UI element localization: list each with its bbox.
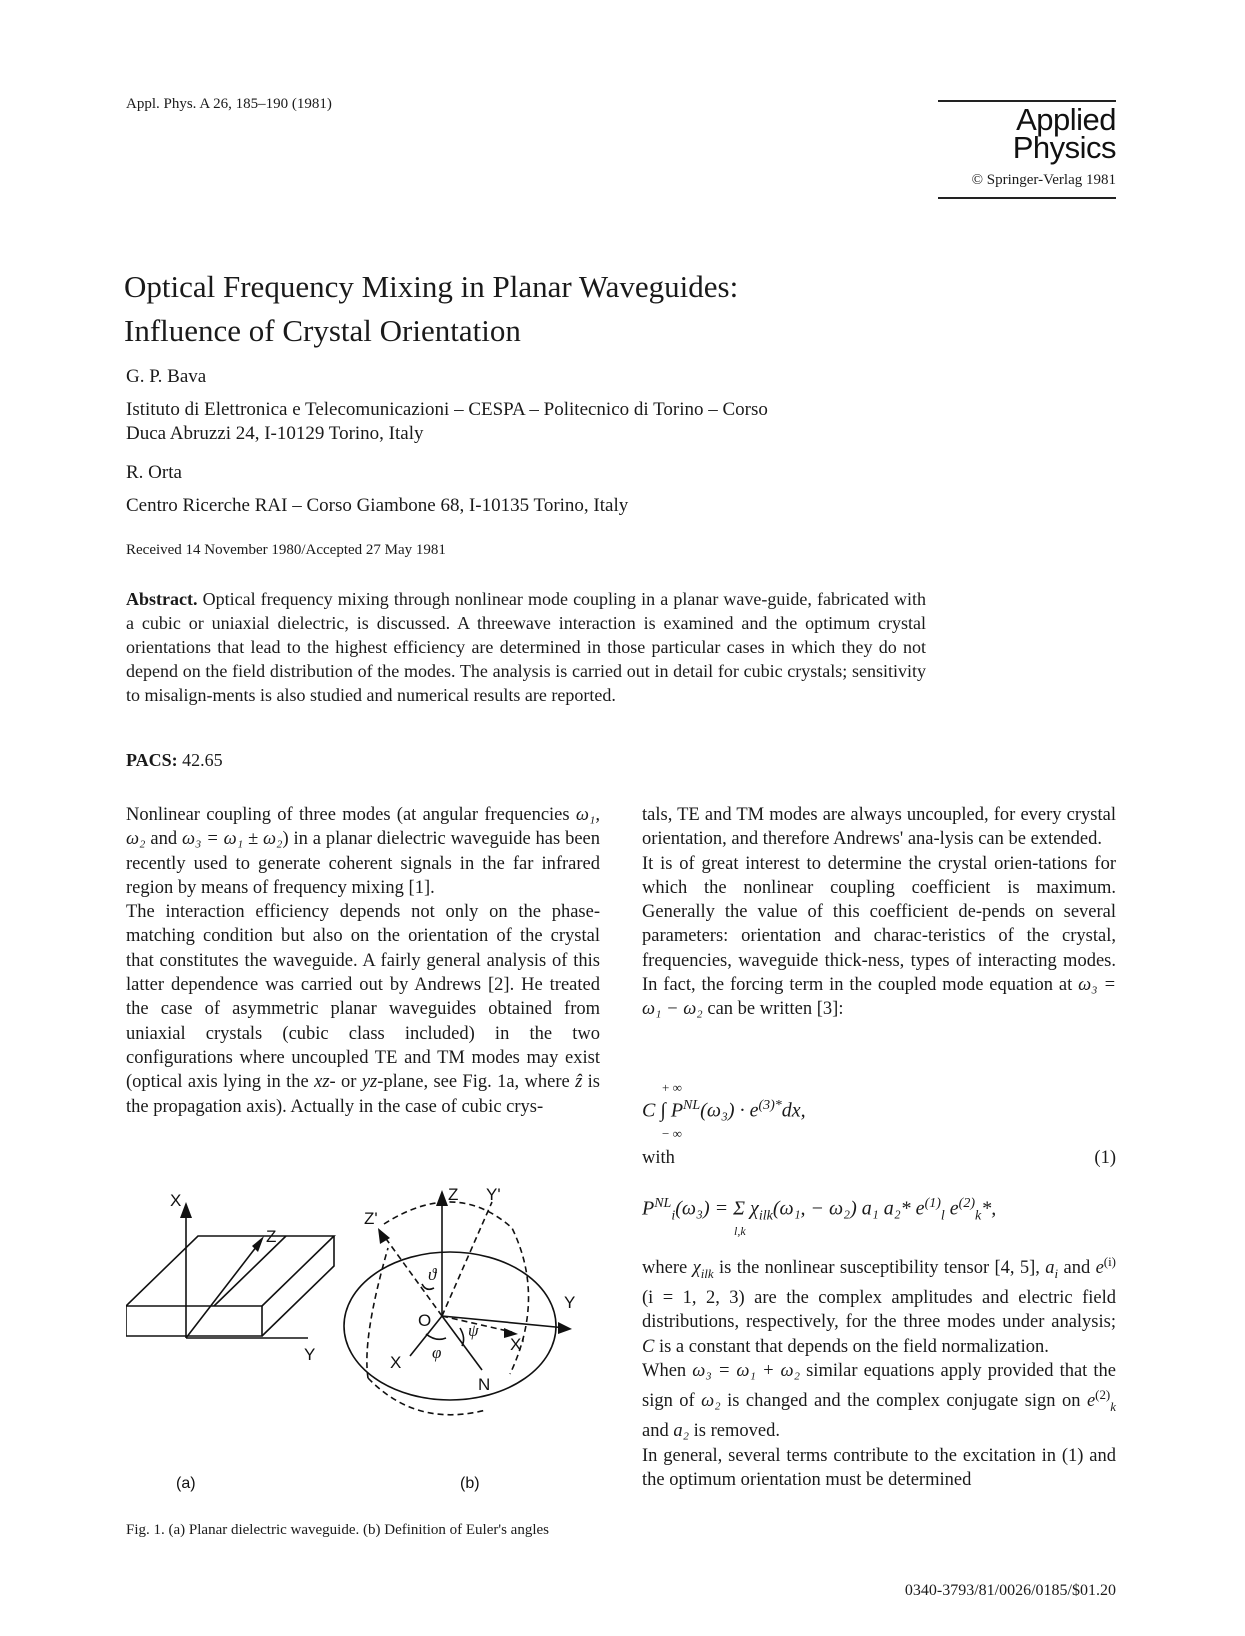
origin-label: O — [418, 1311, 432, 1330]
angle-psi-label: ψ — [468, 1321, 479, 1340]
pacs-value: 42.65 — [182, 750, 223, 770]
integral-expression: C ∫ $P^{NL}(\omega_3) \cdot e^{(3)*}dx$, — [642, 1098, 806, 1122]
axis-label-x-b: X — [390, 1353, 402, 1372]
math-inline: yz — [361, 1072, 378, 1093]
author-2: R. Orta — [126, 462, 182, 483]
axis-label-y-prime: Y' — [486, 1188, 501, 1204]
equation-polarization — [642, 1196, 1116, 1248]
paper-title — [124, 265, 738, 353]
right-paragraph-2: It is of great interest to determine the crystal orien-tations for which the nonlinear coupling coefficient is maximum. Generally the value of this coefficient de-pends on several parameters: orientation and charac-teristics of the crystal, frequencies, waveguide thick-ness, types of interacting modes. In fact, the forcing term in the coupled mode equation at ω₃ = ω₁ − ω₂ can be written [3]: — [642, 853, 1116, 1020]
angle-phi-label: φ — [432, 1343, 442, 1362]
right-paragraph-1: tals, TE and TM modes are always uncoupled, for every crystal orientation, and therefore Andrews' ana-lysis can be extended. — [642, 805, 1116, 850]
affiliation-1-line-2: Duca Abruzzi 24, I-10129 Torino, Italy — [126, 423, 424, 444]
logo-word-physics: Physics — [1012, 130, 1116, 165]
integral-lower-limit: − ∞ — [662, 1126, 682, 1141]
axis-label-z-b: Z — [448, 1188, 459, 1204]
received-dates: Received 14 November 1980/Accepted 27 May 1981 — [126, 542, 446, 558]
panel-b-label: (b) — [460, 1475, 480, 1492]
affiliation-2: Centro Ricerche RAI – Corso Giambone 68, I-10135 Torino, Italy — [126, 495, 629, 516]
left-column — [126, 803, 600, 1119]
figure-1-caption: Fig. 1. (a) Planar dielectric waveguide. (b) Definition of Euler's angles — [126, 1522, 549, 1538]
left-paragraph-1: Nonlinear coupling of three modes (at angular frequencies ω₁, ω₂ and ω₃ = ω₁ ± ω₂) in a planar dielectric waveguide has been recently used to generate coherent signals in the far infrared region by means of frequency mixing [1]. — [126, 805, 600, 898]
sum-subscript: l,k — [734, 1224, 746, 1238]
abstract-text: Optical frequency mixing through nonlinear mode coupling in a planar wave-guide, fabricated with a cubic or uniaxial dielectric, is discussed. A threewave interaction is examined and the optimum crystal orientations that lead to the highest efficiency are determined in those particular cases in which they do not depend on the field distribution of the modes. The analysis is carried out in detail for cubic crystals; sensitivity to misalign-ments is also studied and numerical results are reported. — [126, 589, 927, 705]
with-label: with — [642, 1148, 675, 1168]
figure-1 — [126, 1188, 600, 1513]
axis-label-y-b: Y — [564, 1293, 576, 1312]
title-line-1: Optical Frequency Mixing in Planar Waveguides: — [124, 269, 739, 304]
abstract — [126, 587, 926, 707]
axis-label-x-prime: X' — [510, 1335, 525, 1354]
article-code: 0340-3793/81/0026/0185/$01.20 — [904, 1582, 1116, 1599]
figure-1b-euler-angles — [344, 1190, 572, 1415]
axis-label-z-a: Z — [266, 1227, 277, 1246]
affiliation-1 — [126, 398, 926, 446]
figure-1a-waveguide — [126, 1202, 334, 1338]
author-1: G. P. Bava — [126, 366, 207, 387]
right-paragraph-3: where $\chi_{ilk}$ is the nonlinear susceptibility tensor [4, 5], $a_i$ and $e^{(i)}$ (i = 1, 2, 3) are the complex amplitudes and electric field distributions, respectively, for the three modes under analysis; C is a constant that depends on the field normalization. — [642, 1254, 1116, 1357]
right-paragraph-5: In general, several terms contribute to the excitation in (1) and the optimum orientation must be determined — [642, 1445, 1116, 1491]
logo-word-applied: Applied — [1016, 102, 1116, 137]
panel-a-label: (a) — [176, 1475, 196, 1492]
node-label: N — [478, 1375, 491, 1394]
angle-theta-label: ϑ — [428, 1265, 437, 1284]
pacs — [126, 750, 223, 771]
title-line-2: Influence of Crystal Orientation — [124, 313, 521, 348]
equation-number: (1) — [1094, 1148, 1116, 1168]
math-inline: xz — [314, 1072, 330, 1093]
axis-label-x-a: X — [170, 1191, 182, 1210]
math-inline: ω₃ = ω₁ ± ω₂ — [181, 829, 283, 850]
polarization-expression: $P^{NL}_i(\omega_3) = \Sigma$ $\chi_{ilk}(\omega_1$, − ω₂) a₁ a₂* $e^{(1)}_l$ $e^{(2)}_k*$, — [642, 1196, 997, 1224]
abstract-label: Abstract. — [126, 589, 198, 609]
pacs-label: PACS: — [126, 750, 178, 770]
left-paragraph-2: The interaction efficiency depends not only on the phase-matching condition but also on the orientation of the crystal that constitutes the waveguide. A fairly general analysis of this latter dependence was carried out by Andrews [2]. He treated the case of asymmetric planar waveguides obtained from uniaxial crystals (cubic class included) in the two configurations where uncoupled TE and TM modes may exist (optical axis lying in the xz- or yz-plane, see Fig. 1a, where ẑ is the propagation axis). Actually in the case of cubic crys- — [126, 902, 600, 1117]
math-inline: ω₁, ω₂ — [126, 805, 600, 850]
affiliation-1-line-1: Istituto di Elettronica e Telecomunicazioni – CESPA – Politecnico di Torino – Corso — [126, 399, 768, 420]
publisher-copyright: © Springer-Verlag 1981 — [971, 172, 1116, 188]
right-column-continued — [642, 1250, 1116, 1492]
journal-citation: Appl. Phys. A 26, 185–190 (1981) — [126, 96, 332, 112]
math-inline: ω₃ = ω₁ − ω₂ — [642, 975, 1116, 1020]
math-inline: ẑ — [575, 1072, 583, 1093]
right-paragraph-4: When ω₃ = ω₁ + ω₂ similar equations apply provided that the sign of ω₂ is changed and the complex conjugate sign on $e^{(2)}_k$ and a₂ is removed. — [642, 1361, 1116, 1442]
journal-logo — [938, 100, 1116, 199]
equation-integral — [642, 1080, 1116, 1170]
axis-label-y-a: Y — [304, 1345, 316, 1364]
right-column — [642, 803, 1116, 1022]
axis-label-z-prime: Z' — [364, 1209, 378, 1228]
integral-upper-limit: + ∞ — [662, 1080, 682, 1095]
